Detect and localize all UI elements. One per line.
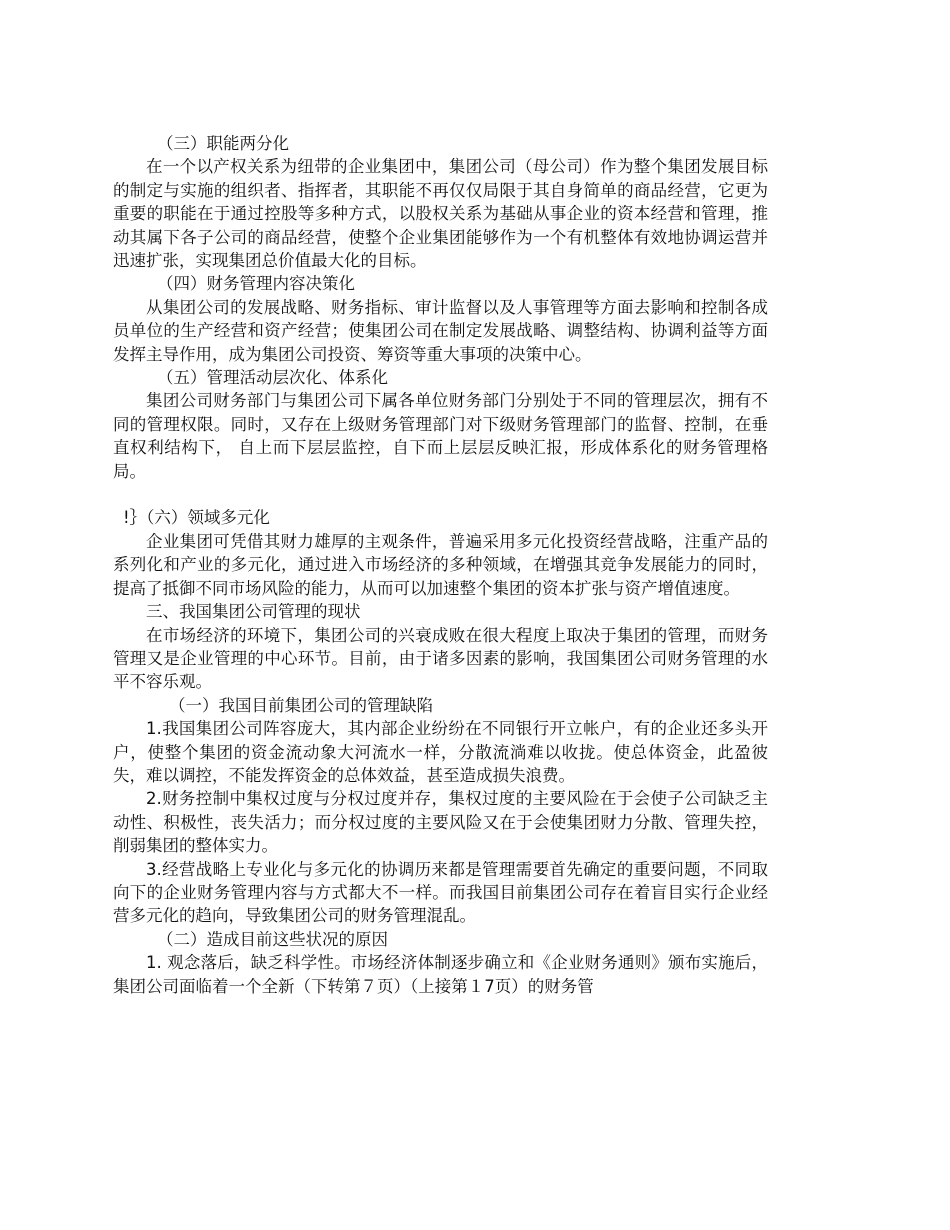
paragraph-defect-2: 2.财务控制中集权过度与分权过度并存，集权过度的主要风险在于会使子公司缺乏主动性、积极性，丧失活力；而分权过度的主要风险又在于会使集团财力分散、管理失控，削弱集团的整体实力。 [113, 789, 768, 856]
paragraph-current-status: 在市场经济的环境下，集团公司的兴衰成败在很大程度上取决于集团的管理，而财务管理又是企业管理的中心环节。目前，由于诸多因素的影响，我国集团公司财务管理的水平不容乐观。 [113, 625, 768, 692]
blank-line [113, 483, 768, 506]
section-heading-current-status: 三、我国集团公司管理的现状 [146, 602, 361, 622]
heading-management-defects: （一）我国目前集团公司的管理缺陷 [169, 695, 433, 715]
heading-diversification: !｝（六）领域多元化 [123, 508, 270, 528]
paragraph-cause-1: 1. 观念落后，缺乏科学性。市场经济体制逐步确立和《企业财务通则》颁布实施后，集团公司面临着一个全新（下转第７页）（上接第１7页）的财务管 [113, 953, 768, 996]
paragraph-defect-1: 1.我国集团公司阵容庞大，其内部企业纷纷在不同银行开立帐户，有的企业还多头开户，使整个集团的资金流动象大河流水一样，分散流淌难以收拢。使总体资金，此盈彼失，难以调控，不能发挥资金的总体效益，甚至造成损失浪费。 [113, 719, 768, 785]
paragraph-defect-3: 3.经营战略上专业化与多元化的协调历来都是管理需要首先确定的重要问题，不同取向下的企业财务管理内容与方式都大不一样。而我国目前集团公司存在着盲目实行企业经营多元化的趋向，导致集团公司的财务管理混乱。 [113, 859, 768, 926]
heading-decision-making: （四）财务管理内容决策化 [157, 274, 355, 294]
heading-function-dualization: （三）职能两分化 [157, 134, 289, 153]
paragraph-function-dualization: 在一个以产权关系为纽带的企业集团中，集团公司（母公司）作为整个集团发展目标的制定与实施的组织者、指挥者，其职能不再仅仅局限于其自身简单的商品经营，它更为重要的职能在于通过控股等多种方式，以股权关系为基础从事企业的资本经营和管理，推动其属下各子公司的商品经营，使整个企业集团能够作为一个有机整体有效地协调运营并迅速扩张，实现集团总价值最大化的目标。 [113, 157, 768, 271]
document-page [113, 132, 768, 998]
paragraph-decision-making: 从集团公司的发展战略、财务指标、审计监督以及人事管理等方面去影响和控制各成员单位的生产经营和资产经营；使集团公司在制定发展战略、调整结构、协调利益等方面发挥主导作用，成为集团公司投资、筹资等重大事项的决策中心。 [113, 297, 768, 364]
heading-causes: （二）造成目前这些状况的原因 [157, 929, 388, 949]
paragraph-diversification: 企业集团可凭借其财力雄厚的主观条件，普遍采用多元化投资经营战略，注重产品的系列化和产业的多元化，通过进入市场经济的多种领域，在增强其竞争发展能力的同时，提高了抵御不同市场风险的能力，从而可以加速整个集团的资本扩张与资产增值速度。 [113, 531, 768, 598]
paragraph-management-hierarchy: 集团公司财务部门与集团公司下属各单位财务部门分别处于不同的管理层次，拥有不同的管理权限。同时，又存在上级财务管理部门对下级财务管理部门的监督、控制，在垂直权利结构下， 自上而下层层监控，自下而上层层反映汇报，形成体系化的财务管理格局。 [113, 391, 768, 481]
heading-management-hierarchy: （五）管理活动层次化、体系化 [157, 368, 388, 388]
